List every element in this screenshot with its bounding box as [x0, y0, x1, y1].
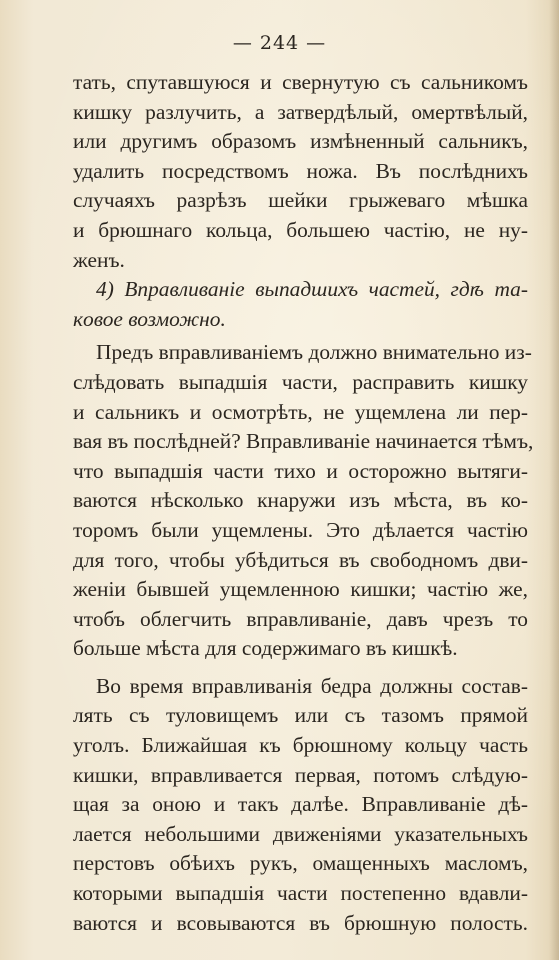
text-line: лять съ туловищемъ или съ тазомъ прямой — [73, 703, 528, 728]
text-line: ваются и всовываются въ брюшную полость. — [73, 910, 528, 935]
text-line: торомъ были ущемлены. Это дѣлается частію — [73, 517, 528, 542]
paragraph-3 — [73, 672, 528, 938]
text-line: ваются нѣсколько кнаружи изъ мѣста, въ ко- — [73, 488, 528, 513]
paragraph-2 — [73, 338, 534, 664]
text-line: уголъ. Ближайшая къ брюшному кольцу часть — [73, 733, 528, 758]
text-line: чтобъ облегчить вправливаніе, давъ чрезъ то — [73, 606, 528, 631]
text-line: случаяхъ разрѣзъ шейки грыжеваго мѣшка — [73, 188, 528, 213]
text-line: больше мѣста для содержимаго въ кишкѣ. — [73, 636, 458, 661]
text-line: слѣдовать выпадшія части, расправить кишку — [73, 369, 528, 394]
text-line: тать, спутавшуюся и свернутую съ сальникомъ — [73, 70, 528, 94]
text-line: и брюшнаго кольца, большею частію, не ну- — [73, 217, 528, 242]
paragraph-1 — [73, 68, 528, 275]
text-line: которыми выпадшія части постепенно вдавли- — [73, 881, 528, 906]
text-line: удалить посредствомъ ножа. Въ послѣднихъ — [73, 158, 528, 183]
text-line: щая за оною и такъ далѣе. Вправливаніе дѣ- — [73, 792, 528, 817]
text-line: перстовъ обѣихъ рукъ, омащенныхъ масломъ, — [73, 851, 528, 876]
page-body — [73, 68, 534, 938]
text-line: кишку разлучить, а затвердѣлый, омертвѣлый, — [73, 99, 528, 124]
heading-line: кoвое возможно. — [73, 306, 226, 331]
section-heading — [73, 275, 528, 334]
heading-text: 4) Вправливаніе выпадшихъ частей, гдѣ та- — [96, 277, 528, 302]
text-line: женіи бывшей ущемленною кишки; частію же, — [73, 577, 528, 602]
text-line: или другимъ образомъ измѣненный сальникъ, — [73, 129, 528, 154]
text-line: женъ. — [73, 247, 125, 272]
text-line: кишки, вправливается первая, потомъ слѣдую- — [73, 762, 528, 787]
text-line: для того, чтобы убѣдиться въ свободномъ дви- — [73, 547, 528, 572]
text-line: вая въ послѣдней? Вправливаніе начинается тѣмъ, — [73, 429, 534, 454]
page-edge-shadow — [549, 0, 559, 960]
text-line: Предъ вправливаніемъ должно внимательно из- — [96, 340, 532, 365]
text-line: что выпадшія части тихо и осторожно вытяги- — [73, 458, 528, 483]
text-line: Во время вправливанія бедра должны состав- — [96, 673, 528, 698]
heading-line — [73, 275, 528, 305]
text-line: лается небольшими движеніями указательныхъ — [73, 821, 528, 846]
text-line: и сальникъ и осмотрѣть, не ущемлена ли пер- — [73, 399, 528, 424]
page-number: — 244 — — [232, 32, 327, 54]
